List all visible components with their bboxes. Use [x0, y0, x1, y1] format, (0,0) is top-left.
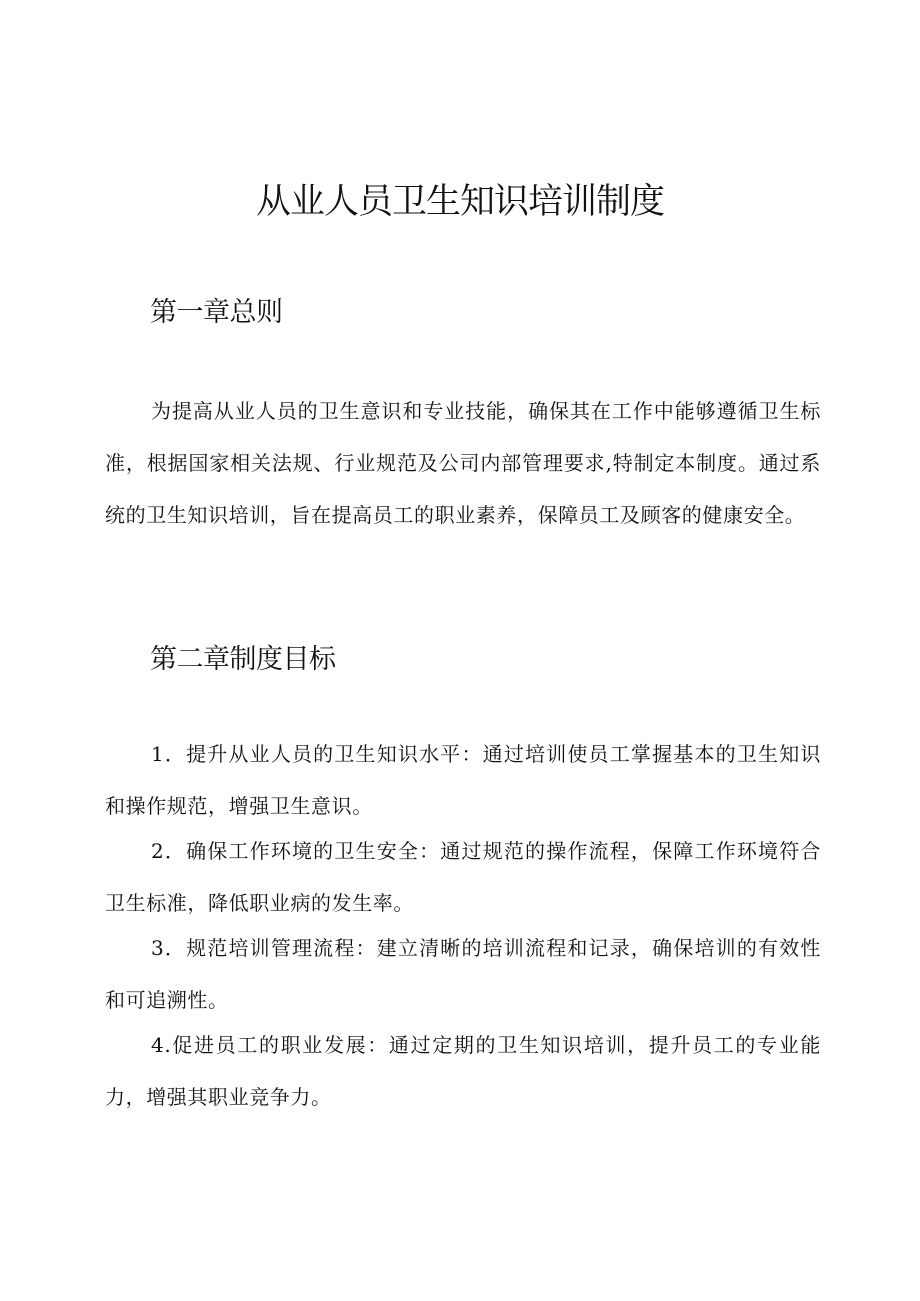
goal-item-1: 1．提升从业人员的卫生知识水平：通过培训使员工掌握基本的卫生知识和操作规范，增强卫生意识。 — [105, 742, 821, 818]
chapter-1-paragraph: 为提高从业人员的卫生意识和专业技能，确保其在工作中能够遵循卫生标准，根据国家相关法规、行业规范及公司内部管理要求,特制定本制度。通过系统的卫生知识培训，旨在提高员工的职业素养，保障员工及顾客的健康安全。 — [105, 399, 821, 527]
document-title: 从业人员卫生知识培训制度 — [255, 182, 664, 222]
chapter-1-heading: 第一章总则 — [150, 297, 283, 328]
goal-item-2: 2．确保工作环境的卫生安全：通过规范的操作流程，保障工作环境符合卫生标准，降低职业病的发生率。 — [105, 839, 821, 915]
chapter-2-heading: 第二章制度目标 — [150, 644, 336, 675]
goal-item-3: 3．规范培训管理流程：建立清晰的培训流程和记录，确保培训的有效性和可追溯性。 — [105, 936, 821, 1012]
goal-item-4: 4.促进员工的职业发展：通过定期的卫生知识培训，提升员工的专业能力，增强其职业竞争力。 — [105, 1033, 821, 1109]
